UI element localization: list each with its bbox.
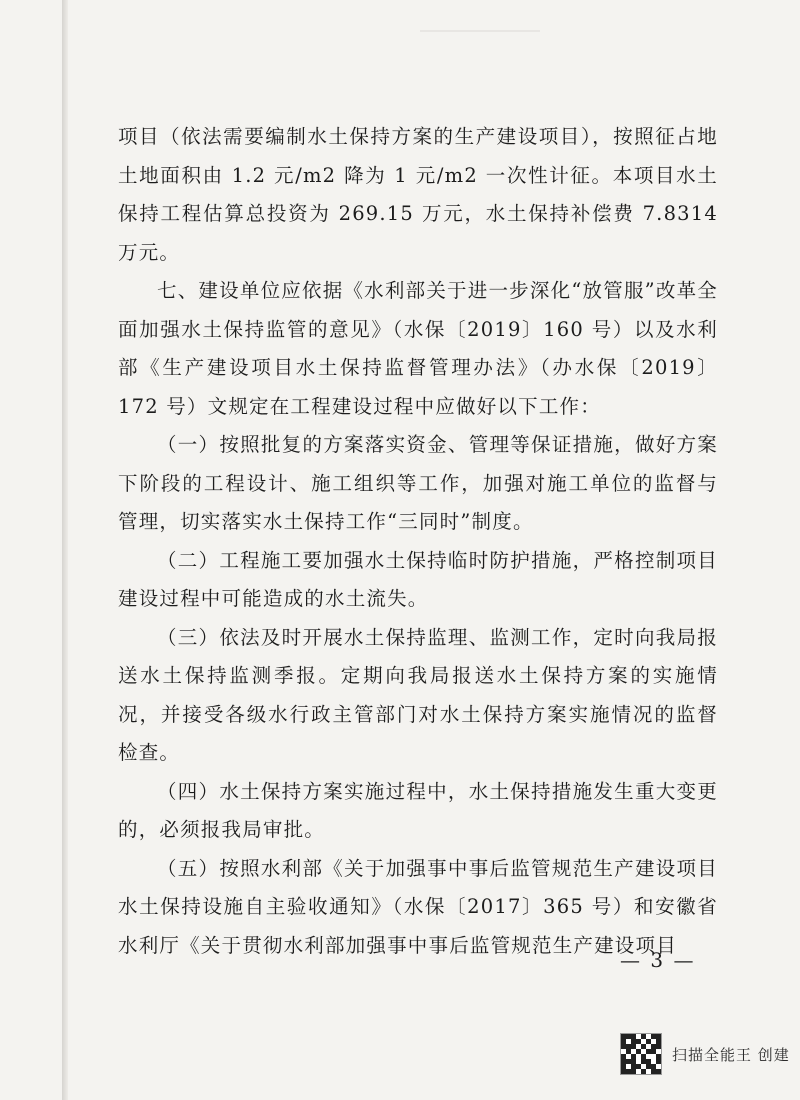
watermark-text: 扫描全能王 创建 (672, 1045, 790, 1064)
page-number: — 3 — (620, 948, 696, 972)
paragraph-3: （一）按照批复的方案落实资金、管理等保证措施，做好方案下阶段的工程设计、施工组织等工作，加强对施工单位的监督与管理，切实落实水土保持工作“三同时”制度。 (118, 433, 718, 533)
scan-artifact (420, 30, 540, 60)
paragraph-7: （五）按照水利部《关于加强事中事后监管规范生产建设项目水土保持设施自主验收通知》（水保〔2017〕365 号）和安徽省水利厅《关于贯彻水利部加强事中事后监管规范生产建设项目 (118, 856, 718, 957)
scan-edge-shadow (62, 0, 68, 1100)
paragraph-2: 七、建设单位应依据《水利部关于进一步深化“放管服”改革全面加强水土保持监管的意见》（水保〔2019〕160 号）以及水利部《生产建设项目水土保持监督管理办法》（办水保〔2019〕172 号）文规定在工程建设过程中应做好以下工作： (118, 279, 718, 418)
document-body (118, 118, 718, 965)
paragraph-6: （四）水土保持方案实施过程中，水土保持措施发生重大变更的，必须报我局审批。 (118, 779, 718, 841)
paragraph-1: 项目（依法需要编制水土保持方案的生产建设项目），按照征占地土地面积由 1.2 元/m2 降为 1 元/m2 一次性计征。本项目水土保持工程估算总投资为 269.15 万元，水土保持补偿费 7.8314 万元。 (118, 125, 718, 264)
paragraph-4: （二）工程施工要加强水土保持临时防护措施，严格控制项目建设过程中可能造成的水土流失。 (118, 548, 718, 610)
qr-code-icon (620, 1033, 662, 1075)
paragraph-5: （三）依法及时开展水土保持监理、监测工作，定时向我局报送水土保持监测季报。定期向我局报送水土保持方案的实施情况，并接受各级水行政主管部门对水土保持方案实施情况的监督检查。 (118, 625, 718, 764)
scanner-watermark (620, 1032, 790, 1076)
